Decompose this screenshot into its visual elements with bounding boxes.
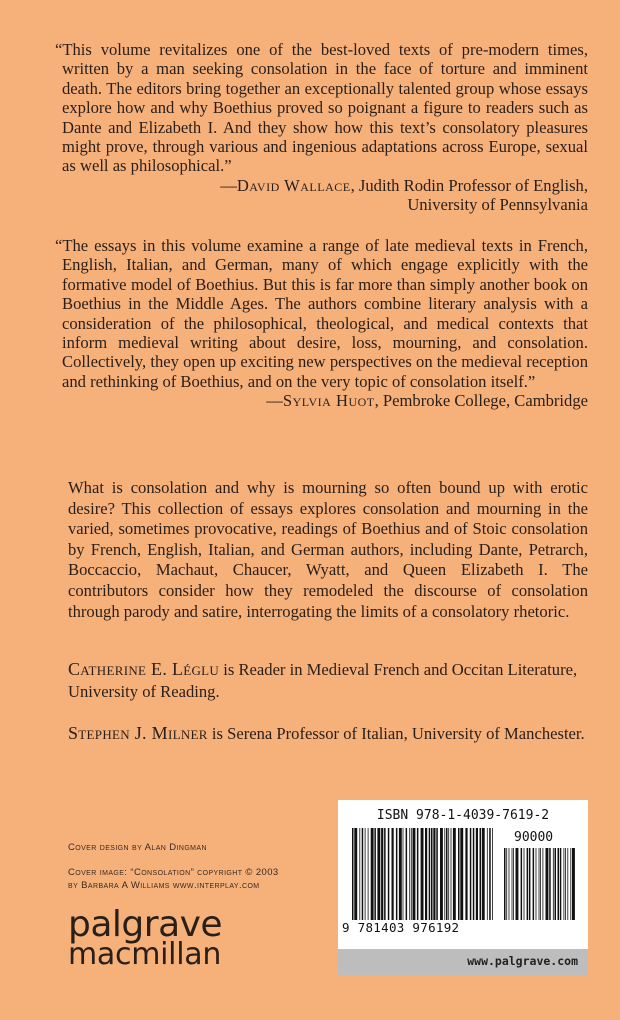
quote-text: “This volume revitalizes one of the best-loved texts of pre-modern times, written by a man seeking consolation in the face of torture and imminent death. The editors bring together an exceptionally talented group whose essays explore how and why Boethius proved so poignant a figure to readers such as Dante and Elizabeth I. And they show how this text’s consolatory pleasures might prove, through various and ingenious adaptations across Europe, sexual as well as philosophical.” [55, 40, 588, 176]
isbn-barcode-panel [338, 800, 588, 975]
barcode-bar [409, 828, 410, 920]
barcode-bar [354, 828, 357, 920]
barcode-bar [451, 828, 452, 920]
ean13-barcode [352, 828, 494, 920]
barcode-bar [362, 828, 364, 920]
cover-design-credit: Cover design by Alan Dingman [68, 842, 207, 853]
reviewer-title: , Pembroke College, Cambridge [374, 391, 588, 411]
barcode-bar [492, 828, 493, 920]
addon-barcode [504, 848, 576, 920]
barcode-bar [513, 848, 514, 920]
barcode-bar [465, 828, 467, 920]
barcode-bar [539, 848, 540, 920]
review-quote-2 [55, 236, 588, 411]
barcode-bar [436, 828, 438, 920]
barcode-bar [572, 848, 575, 920]
barcode-bar [506, 848, 507, 920]
barcode-bar [392, 828, 394, 920]
barcode-bar [527, 848, 529, 920]
barcode-bar [411, 828, 412, 920]
barcode-bar [524, 848, 525, 920]
barcode-bar [458, 828, 460, 920]
editor-bio-text: is Reader in Medieval French and Occitan Literature, University of Reading. [68, 660, 578, 701]
barcode-bar [433, 828, 435, 920]
barcode-bar [536, 848, 537, 920]
barcode-bar [413, 828, 416, 920]
publisher-logo-line-1: palgrave [68, 904, 223, 945]
cover-image-credit-line-2: by Barbara A Williams www.interplay.com [68, 880, 260, 891]
editor-name: Catherine E. Léglu [68, 659, 220, 679]
barcode-bar [546, 848, 549, 920]
editor-bio-text: is Serena Professor of Italian, University of Manchester. [207, 724, 585, 743]
barcode-bar [446, 828, 448, 920]
quote-text: “The essays in this volume examine a range of late medieval texts in French, English, Italian, and German, many of which engage explicitly with the formative model of Boethius. But this is far more than simply another book on Boethius in the Middle Ages. The authors combine literary analysis with a consideration of the philosophical, theological, and medical contexts that inform medieval writing about desire, loss, mourning, and consolation. Collectively, they open up exciting new perspectives on the medieval reception and rethinking of Boethius, and on the very topic of consolation itself.” [55, 236, 588, 391]
attribution-dash: — [266, 391, 283, 411]
publisher-logo-line-2: macmillan [68, 937, 222, 972]
barcode-bar [565, 848, 566, 920]
barcode-bar [429, 828, 431, 920]
barcode-bar [570, 848, 571, 920]
reviewer-affiliation: University of Pennsylvania [407, 195, 588, 215]
review-quote-1 [55, 40, 588, 215]
barcode-bar [555, 848, 557, 920]
barcode-bar [406, 828, 408, 920]
barcode-bar [368, 828, 369, 920]
publisher-url: www.palgrave.com [467, 954, 578, 968]
cover-image-credit-line-1: Cover image: “Consolation” copyright © 2003 [68, 867, 279, 878]
barcode-bar [374, 828, 376, 920]
barcode-bar [543, 848, 544, 920]
barcode-bar [371, 828, 374, 920]
barcode-bar [504, 848, 506, 920]
reviewer-title: , Judith Rodin Professor of English, [350, 175, 588, 195]
barcode-bar [440, 828, 443, 920]
barcode-bar [377, 828, 380, 920]
barcode-bar [421, 828, 424, 920]
barcode-bar [381, 828, 383, 920]
quote-attribution [62, 176, 588, 215]
barcode-bar [388, 828, 390, 920]
barcode-bar [399, 828, 402, 920]
publisher-url-bar [338, 949, 588, 975]
barcode-bar [482, 828, 485, 920]
barcode-bar [489, 828, 491, 920]
addon-code: 90000 [514, 830, 554, 845]
barcode-bar [487, 828, 488, 920]
barcode-bar [444, 828, 445, 920]
attribution-dash: — [220, 175, 237, 195]
barcode-bar [448, 828, 449, 920]
quote-attribution [62, 391, 588, 410]
barcode-bar [396, 828, 398, 920]
barcode-bar [533, 848, 535, 920]
barcode-bar [509, 848, 510, 920]
barcode-bar [512, 848, 513, 920]
barcode-bar [352, 828, 354, 920]
editor-bio-1 [68, 658, 588, 703]
barcode-bar [359, 828, 360, 920]
barcode-bar [564, 848, 565, 920]
ean-digits: 9 781403 976192 [342, 920, 460, 935]
barcode-bar [558, 848, 560, 920]
editor-name: Stephen J. Milner [68, 723, 208, 743]
barcode-bar [521, 848, 523, 920]
barcode-bar [460, 828, 463, 920]
barcode-bar [567, 848, 568, 920]
barcode-bar [417, 828, 419, 920]
barcode-bar [529, 848, 531, 920]
barcode-bar [403, 828, 404, 920]
cover-image-credit [68, 866, 328, 892]
barcode-bar [470, 828, 472, 920]
barcode-bar [365, 828, 366, 920]
isbn-label: ISBN 978-1-4039-7619-2 [376, 808, 550, 823]
barcode-bar [425, 828, 427, 920]
barcode-bar [476, 828, 478, 920]
barcode-bar [480, 828, 482, 920]
barcode-bar [516, 848, 519, 920]
barcode-bar [553, 848, 554, 920]
reviewer-name: Sylvia Huot [282, 391, 375, 411]
publisher-logo [68, 904, 223, 972]
barcode-bar [473, 828, 475, 920]
barcode-bar [453, 828, 456, 920]
editor-bio-2 [68, 722, 588, 745]
barcode-bar [560, 848, 562, 920]
barcode-bar [540, 848, 541, 920]
reviewer-name: David Wallace [236, 175, 351, 195]
barcode-bar [431, 828, 433, 920]
barcode-bar [384, 828, 386, 920]
barcode-bar [549, 848, 551, 920]
book-description: What is consolation and why is mourning so often bound up with erotic desire? This collection of essays explores consolation and mourning in the varied, sometimes provocative, readings of Boethius and of Stoic consolation by French, English, Italian, and German authors, including Dante, Petrarch, Boccaccio, Machaut, Chaucer, Wyatt, and Queen Elizabeth I. The contributors consider how they remodeled the discourse of consolation through parody and satire, interrogating the limits of a consolatory rhetoric. [68, 478, 588, 621]
